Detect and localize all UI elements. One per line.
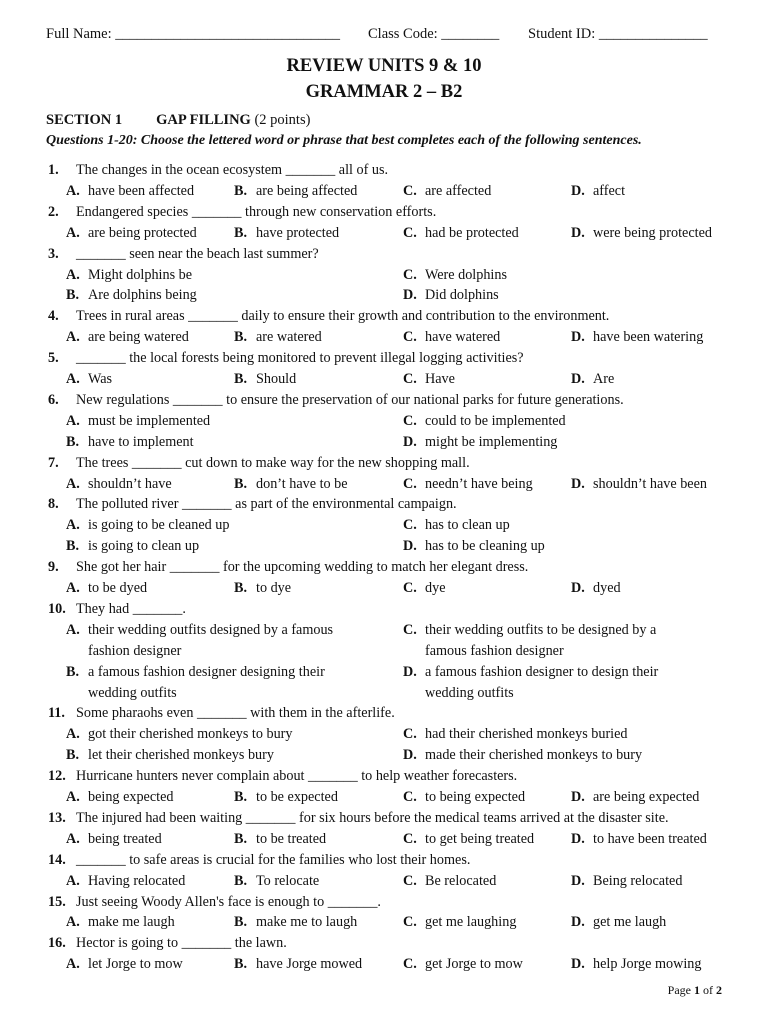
option-letter: A. — [66, 475, 80, 492]
question-line — [0, 787, 768, 808]
question-stem-line — [0, 850, 768, 871]
option-text: have protected — [256, 224, 340, 241]
option-text: shouldn’t have — [88, 475, 172, 492]
section-heading — [46, 112, 310, 129]
question-stem: She got her hair _______ for the upcoming wedding to match her elegant dress. — [76, 559, 529, 576]
option-text: are affected — [425, 182, 492, 199]
question-stem: The trees _______ cut down to make way for the new shopping mall. — [76, 454, 470, 471]
option-text: to have been treated — [593, 830, 707, 847]
option-letter: B. — [234, 830, 248, 847]
question-stem: They had _______. — [76, 600, 186, 617]
question-line — [0, 912, 768, 933]
answer-option[interactable] — [571, 871, 682, 892]
option-text: are being expected — [593, 789, 700, 805]
page-number: 1 — [694, 983, 700, 997]
option-letter: A. — [66, 789, 80, 805]
option-text: had their cherished monkeys buried — [425, 726, 628, 743]
of-label: of — [703, 983, 713, 997]
section-points: (2 points) — [254, 112, 311, 128]
answer-option[interactable] — [403, 662, 658, 683]
answer-option[interactable] — [571, 474, 707, 495]
option-text: have been watering — [593, 329, 704, 346]
answer-option[interactable] — [403, 578, 446, 599]
question-line — [0, 432, 768, 453]
option-text: get Jorge to mow — [425, 956, 523, 973]
answer-option[interactable] — [403, 285, 499, 306]
option-letter: C. — [403, 621, 417, 638]
option-letter: C. — [403, 329, 417, 346]
option-text: to dye — [256, 580, 292, 596]
option-text: could to be implemented — [425, 412, 566, 429]
answer-option[interactable] — [403, 327, 500, 348]
option-letter: B. — [234, 580, 248, 596]
option-text: have to implement — [88, 433, 194, 450]
student-info-header — [46, 26, 722, 46]
answer-option[interactable] — [571, 787, 699, 808]
option-text: have Jorge mowed — [256, 956, 363, 973]
question-stem-line — [0, 599, 768, 620]
answer-option[interactable] — [403, 724, 628, 745]
option-letter: A. — [66, 329, 80, 346]
option-letter: A. — [66, 412, 80, 429]
answer-option[interactable] — [66, 515, 229, 536]
answer-option[interactable] — [403, 411, 566, 432]
option-text: make me to laugh — [256, 914, 358, 931]
question-line — [0, 745, 768, 766]
option-letter: B. — [66, 433, 80, 450]
option-letter: D. — [571, 580, 585, 596]
option-letter: B. — [66, 747, 80, 764]
question-stem-line — [0, 202, 768, 223]
option-letter: A. — [66, 371, 80, 387]
option-letter: C. — [403, 872, 417, 889]
question-stem: Endangered species _______ through new conservation efforts. — [76, 203, 437, 220]
question-number: 3. — [48, 245, 59, 262]
question-stem: Hurricane hunters never complain about _______ to help weather forecasters. — [76, 768, 518, 785]
answer-option[interactable] — [571, 954, 702, 975]
section-name: GAP FILLING — [156, 112, 251, 128]
question-line — [0, 620, 768, 641]
question-line — [0, 265, 768, 286]
question-line — [0, 578, 768, 599]
option-text: needn’t have being — [425, 475, 533, 492]
question-number: 12. — [48, 768, 66, 785]
page-subtitle: GRAMMAR 2 – B2 — [305, 82, 463, 102]
question-line — [0, 369, 768, 390]
option-text: is going to clean up — [88, 538, 200, 555]
question-stem-line — [0, 348, 768, 369]
option-text: have watered — [425, 329, 501, 346]
option-text: shouldn’t have been — [593, 475, 707, 492]
option-letter: D. — [403, 287, 417, 304]
question-stem-line — [0, 494, 768, 515]
question-stem: Just seeing Woody Allen's face is enough to _______. — [76, 893, 381, 910]
question-stem: _______ seen near the beach last summer? — [76, 245, 319, 262]
answer-option[interactable] — [403, 745, 642, 766]
answer-option[interactable] — [66, 223, 197, 244]
answer-option[interactable] — [66, 285, 197, 306]
answer-option[interactable] — [66, 474, 172, 495]
option-text-continued: wedding outfits — [88, 684, 177, 701]
option-letter: B. — [66, 287, 80, 304]
option-text: are being watered — [88, 329, 189, 346]
question-stem-line — [0, 703, 768, 724]
option-letter: D. — [571, 872, 585, 889]
answer-option[interactable] — [234, 787, 338, 808]
option-letter: D. — [571, 914, 585, 931]
option-text: to be expected — [256, 789, 338, 805]
option-text: To relocate — [256, 872, 320, 889]
option-text: being treated — [88, 830, 162, 847]
question-stem: _______ to safe areas is crucial for the families who lost their homes. — [76, 851, 471, 868]
option-letter: A. — [66, 266, 80, 283]
question-line — [0, 662, 768, 683]
question-number: 5. — [48, 350, 59, 367]
question-number: 14. — [48, 851, 66, 868]
answer-option[interactable] — [66, 578, 147, 599]
question-number: 1. — [48, 162, 59, 178]
question-stem-line — [0, 892, 768, 913]
answer-option[interactable] — [403, 829, 534, 850]
page-total: 2 — [716, 983, 722, 997]
answer-option[interactable] — [66, 829, 162, 850]
option-text: has to clean up — [425, 517, 510, 534]
option-letter: B. — [234, 914, 248, 931]
answer-option[interactable] — [234, 181, 357, 202]
option-letter: A. — [66, 182, 80, 199]
option-letter: C. — [403, 371, 417, 387]
option-text: Should — [256, 371, 297, 387]
option-letter: D. — [571, 371, 585, 387]
question-number: 13. — [48, 809, 66, 826]
option-letter: C. — [403, 475, 417, 492]
option-letter: D. — [571, 789, 585, 805]
option-text: let their cherished monkeys bury — [88, 747, 274, 764]
question-number: 7. — [48, 454, 59, 471]
answer-option[interactable] — [234, 327, 322, 348]
answer-option[interactable] — [66, 871, 185, 892]
option-letter: B. — [234, 371, 248, 387]
option-text: had be protected — [425, 224, 519, 241]
option-text: Being relocated — [593, 872, 683, 889]
option-letter: B. — [66, 538, 80, 555]
answer-option[interactable] — [66, 536, 199, 557]
option-text: affect — [593, 182, 626, 199]
answer-option[interactable] — [403, 432, 557, 453]
option-letter: B. — [234, 182, 248, 199]
question-number: 6. — [48, 391, 59, 408]
option-text: Was — [88, 371, 113, 387]
option-letter: D. — [571, 224, 585, 241]
option-text: to being expected — [425, 789, 526, 805]
class-code-field: Class Code: ________ — [368, 26, 500, 42]
option-letter: B. — [234, 329, 248, 346]
option-letter: A. — [66, 726, 80, 743]
option-letter: D. — [403, 538, 417, 555]
question-stem: New regulations _______ to ensure the preservation of our national parks for future generations. — [76, 391, 624, 408]
full-name-field: Full Name: _______________________________ — [46, 26, 341, 42]
question-line — [0, 285, 768, 306]
question-number: 15. — [48, 893, 66, 910]
option-letter: C. — [403, 830, 417, 847]
answer-option[interactable] — [403, 369, 455, 390]
question-stem: Some pharaohs even _______ with them in the afterlife. — [76, 705, 395, 722]
option-text: are being affected — [256, 182, 358, 199]
student-id-field: Student ID: _______________ — [528, 26, 708, 42]
question-stem: The polluted river _______ as part of the environmental campaign. — [76, 496, 457, 513]
question-stem-line — [0, 160, 768, 181]
option-letter: A. — [66, 224, 80, 241]
option-letter: A. — [66, 580, 80, 596]
question-number: 8. — [48, 496, 59, 513]
section-label: SECTION 1 — [46, 112, 123, 128]
option-text: help Jorge mowing — [593, 956, 702, 973]
question-stem-line — [0, 390, 768, 411]
question-number: 10. — [48, 600, 66, 617]
question-line — [0, 641, 768, 662]
option-letter: D. — [571, 182, 585, 199]
answer-option[interactable] — [66, 265, 192, 286]
option-text-continued: fashion designer — [88, 642, 182, 659]
question-line — [0, 515, 768, 536]
option-text: might be implementing — [425, 433, 558, 450]
option-text: have been affected — [88, 182, 195, 199]
option-text: to be treated — [256, 830, 327, 847]
answer-option[interactable] — [403, 223, 519, 244]
option-text-continued: wedding outfits — [425, 684, 514, 701]
question-stem-line — [0, 453, 768, 474]
question-stem-line — [0, 557, 768, 578]
answer-option[interactable] — [66, 641, 181, 662]
question-line — [0, 474, 768, 495]
answer-option[interactable] — [403, 181, 491, 202]
question-stem-line — [0, 766, 768, 787]
option-letter: D. — [571, 956, 585, 973]
option-text: get me laughing — [425, 914, 517, 931]
question-line — [0, 954, 768, 975]
option-letter: C. — [403, 412, 417, 429]
option-text: Did dolphins — [425, 287, 499, 304]
answer-option[interactable] — [66, 432, 194, 453]
answer-option[interactable] — [234, 871, 319, 892]
option-text: their wedding outfits designed by a famous — [88, 621, 334, 638]
answer-option[interactable] — [234, 474, 348, 495]
option-text: Have — [425, 371, 455, 387]
option-letter: B. — [234, 789, 248, 805]
option-text: Are dolphins being — [88, 287, 197, 304]
answer-option[interactable] — [66, 954, 183, 975]
answer-option[interactable] — [66, 724, 293, 745]
answer-option[interactable] — [234, 223, 339, 244]
option-text: dye — [425, 580, 446, 596]
option-letter: C. — [403, 789, 417, 805]
question-line — [0, 411, 768, 432]
instructions: Questions 1-20: Choose the lettered word or phrase that best completes each of the following sentences. — [46, 133, 642, 148]
option-letter: D. — [571, 475, 585, 492]
answer-option[interactable] — [234, 578, 291, 599]
option-letter: D. — [403, 747, 417, 764]
answer-option[interactable] — [66, 662, 325, 683]
option-text: were being protected — [593, 224, 712, 241]
answer-option[interactable] — [66, 745, 274, 766]
option-letter: C. — [403, 517, 417, 534]
option-text: Are — [593, 371, 615, 387]
answer-option[interactable] — [66, 787, 173, 808]
question-number: 11. — [48, 705, 65, 722]
answer-option[interactable] — [66, 181, 194, 202]
question-stem: Trees in rural areas _______ daily to ensure their growth and contribution to the environment. — [76, 308, 610, 325]
page-title: REVIEW UNITS 9 & 10 — [286, 56, 482, 76]
option-letter: A. — [66, 621, 80, 638]
option-letter: D. — [403, 433, 417, 450]
answer-option[interactable] — [403, 536, 545, 557]
option-text: don’t have to be — [256, 475, 348, 492]
answer-option[interactable] — [403, 683, 514, 704]
option-letter: C. — [403, 914, 417, 931]
answer-option[interactable] — [66, 369, 112, 390]
answer-option[interactable] — [403, 787, 525, 808]
option-text: made their cherished monkeys to bury — [425, 747, 643, 764]
question-stem-line — [0, 306, 768, 327]
answer-option[interactable] — [66, 327, 189, 348]
option-text: got their cherished monkeys to bury — [88, 726, 293, 743]
option-letter: C. — [403, 266, 417, 283]
question-line — [0, 829, 768, 850]
option-text: Might dolphins be — [88, 266, 193, 283]
answer-option[interactable] — [571, 181, 625, 202]
answer-option[interactable] — [571, 912, 666, 933]
answer-option[interactable] — [571, 829, 707, 850]
option-text: a famous fashion designer designing their — [88, 663, 325, 680]
option-letter: C. — [403, 726, 417, 743]
answer-option[interactable] — [571, 369, 614, 390]
answer-option[interactable] — [234, 912, 357, 933]
option-letter: B. — [66, 663, 80, 680]
option-text: to be dyed — [88, 580, 148, 596]
option-text: dyed — [593, 580, 621, 596]
answer-option[interactable] — [403, 641, 564, 662]
question-stem: _______ the local forests being monitored to prevent illegal logging activities? — [76, 350, 524, 367]
option-letter: C. — [403, 182, 417, 199]
option-text: get me laugh — [593, 914, 667, 931]
option-letter: D. — [571, 329, 585, 346]
option-letter: A. — [66, 956, 80, 973]
answer-option[interactable] — [66, 683, 177, 704]
option-text: Having relocated — [88, 872, 186, 889]
question-line — [0, 223, 768, 244]
answer-option[interactable] — [66, 620, 333, 641]
answer-option[interactable] — [234, 954, 362, 975]
option-letter: A. — [66, 872, 80, 889]
option-letter: A. — [66, 914, 80, 931]
option-letter: B. — [234, 224, 248, 241]
question-number: 16. — [48, 935, 66, 952]
option-text: has to be cleaning up — [425, 538, 545, 555]
option-letter: C. — [403, 224, 417, 241]
question-line — [0, 181, 768, 202]
question-stem-line — [0, 808, 768, 829]
answer-option[interactable] — [66, 912, 175, 933]
question-stem: The injured had been waiting _______ for six hours before the medical teams arrived at the disaster site. — [76, 809, 669, 826]
answer-option[interactable] — [403, 474, 533, 495]
question-line — [0, 327, 768, 348]
question-line — [0, 724, 768, 745]
answer-option[interactable] — [403, 912, 516, 933]
option-text: let Jorge to mow — [88, 956, 183, 973]
option-text: being expected — [88, 789, 174, 805]
option-text: must be implemented — [88, 412, 211, 429]
option-letter: B. — [234, 475, 248, 492]
answer-option[interactable] — [403, 515, 510, 536]
option-letter: D. — [571, 830, 585, 847]
answer-option[interactable] — [234, 369, 296, 390]
question-stem: The changes in the ocean ecosystem _______ all of us. — [76, 162, 389, 178]
answer-option[interactable] — [403, 871, 496, 892]
option-letter: B. — [234, 956, 248, 973]
option-text: are watered — [256, 329, 322, 346]
answer-option[interactable] — [403, 954, 523, 975]
answer-option[interactable] — [66, 411, 210, 432]
question-line — [0, 536, 768, 557]
option-text: a famous fashion designer to design their — [425, 663, 659, 680]
option-text: their wedding outfits to be designed by a — [425, 621, 657, 638]
option-letter: A. — [66, 830, 80, 847]
answer-option[interactable] — [403, 620, 656, 641]
answer-option[interactable] — [571, 327, 703, 348]
question-number: 4. — [48, 308, 59, 325]
option-text-continued: famous fashion designer — [425, 642, 564, 659]
option-text: make me laugh — [88, 914, 175, 931]
question-stem-line — [0, 244, 768, 265]
option-letter: C. — [403, 580, 417, 596]
page-footer — [668, 983, 722, 998]
option-letter: D. — [403, 663, 417, 680]
answer-option[interactable] — [571, 223, 712, 244]
question-number: 9. — [48, 559, 59, 576]
question-stem-line — [0, 933, 768, 954]
option-text: Were dolphins — [425, 266, 507, 283]
answer-option[interactable] — [234, 829, 326, 850]
question-number: 2. — [48, 203, 59, 220]
answer-option[interactable] — [403, 265, 507, 286]
answer-option[interactable] — [571, 578, 621, 599]
option-text: is going to be cleaned up — [88, 517, 230, 534]
page-label: Page — [667, 983, 691, 997]
option-letter: C. — [403, 956, 417, 973]
question-line — [0, 683, 768, 704]
option-text: are being protected — [88, 224, 197, 241]
question-line — [0, 871, 768, 892]
option-text: to get being treated — [425, 830, 535, 847]
option-text: Be relocated — [425, 872, 497, 889]
option-letter: A. — [66, 517, 80, 534]
option-letter: B. — [234, 872, 248, 889]
question-stem: Hector is going to _______ the lawn. — [76, 935, 287, 952]
